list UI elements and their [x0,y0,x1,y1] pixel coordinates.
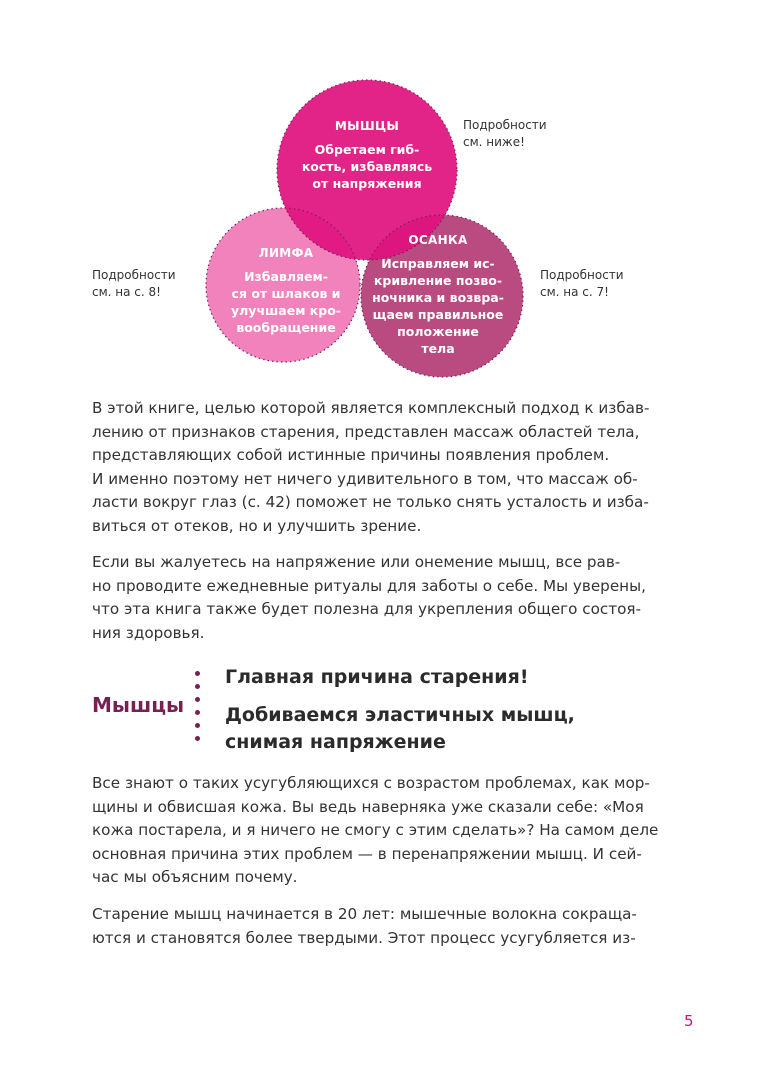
section-heading-1: Главная причина старения! [225,666,529,688]
paragraph-1: В этой книге, целью которой является комплексный подход к избав- лению от признаков старения, представлен массаж областей тела, представляющих собой истинные причины появления проблем. И именно поэтому нет ничего удивительного в том, что массаж об- ласти вокруг глаз (с. 42) поможет не только снять усталость и изба- виться от отеков, но и улучшить зрение. [92,399,650,535]
note-top-right: Подробности см. ниже! [463,118,547,149]
note-right: Подробности см. на с. 7! [540,268,624,299]
posture-label [370,232,506,357]
note-left: Подробности см. на с. 8! [92,268,176,299]
posture-title: ОСАНКА [408,233,468,247]
dotted-divider [195,671,201,749]
paragraph-2: Если вы жалуетесь на напряжение или онемение мышц, все рав- но проводите ежедневные ритуалы для заботы о себе. Мы уверены, что эта книга также будет полезна для укрепления общего состоя- ния здоровья. [92,553,646,642]
page-number: 5 [684,1012,694,1030]
paragraph-3: Все знают о таких усугубляющихся с возрастом проблемах, как мор- щины и обвисшая кожа. Вы ведь наверняка уже сказали себе: «Моя кожа постарела, и я ничего не смогу с этим сделать»? На самом деле основная причина этих проблем — в перенапряжении мышц. И сей- час мы объясним почему. [92,774,659,886]
paragraph-4: Старение мышц начинается в 20 лет: мышечные волокна сокраща- ются и становятся более твердыми. Этот процесс усугубляется из- [92,905,637,947]
posture-text: Исправляем ис- кривление позво- ночника и возвра- щаем правильное положение тела [372,256,504,356]
muscles-label [290,118,444,192]
muscles-text: Обретаем гиб- кость, избавляясь от напряжения [301,142,433,191]
section-label: Мышцы [92,693,185,717]
venn-diagram [0,0,764,390]
lymph-text: Избавляем- ся от шлаков и улучшаем кро- вообращение [231,269,341,335]
muscles-title: МЫШЦЫ [334,119,400,133]
lymph-title: ЛИМФА [258,246,314,260]
section-heading-2: Добиваемся эластичных мышц, снимая напряжение [225,704,575,753]
lymph-label [228,245,344,336]
